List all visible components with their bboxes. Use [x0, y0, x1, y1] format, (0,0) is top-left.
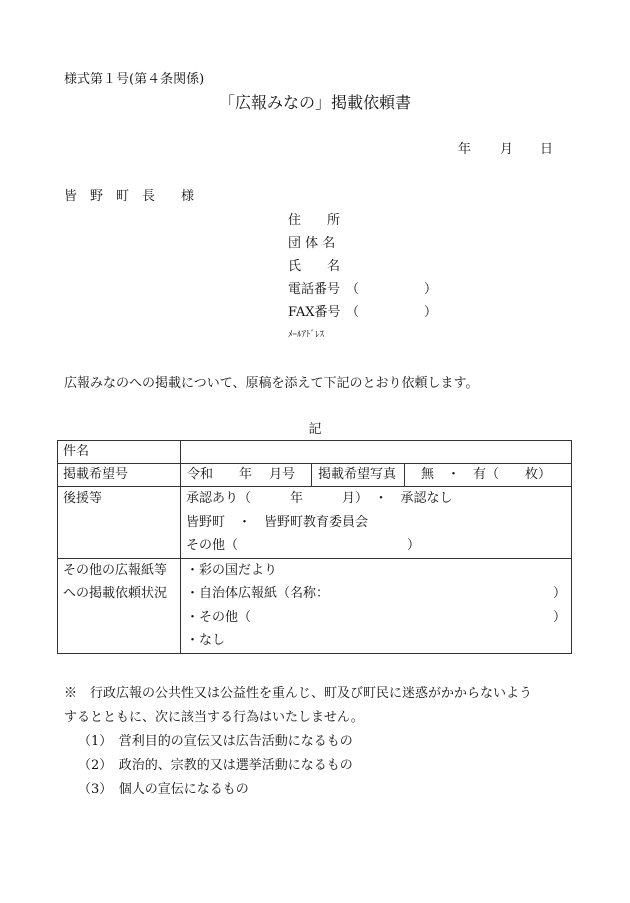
table-row-support: [58, 487, 572, 559]
subject-label: 件名: [58, 441, 181, 464]
support-town-line[interactable]: 皆野町 ・ 皆野町教育委員会: [186, 514, 369, 530]
option-sainokuni[interactable]: ・彩の国だより: [186, 562, 278, 578]
request-intro: 広報みなのへの掲載について、原稿を添えて下記のとおり依頼します。: [64, 376, 479, 391]
notes-item-3: （3） 個人の宣伝になるもの: [78, 782, 249, 797]
sender-name-label: 氏 名: [288, 259, 341, 274]
date-day-label: 日: [540, 142, 554, 157]
sender-name-row: [288, 255, 346, 274]
issue-label: 掲載希望号: [58, 464, 181, 487]
photo-label: 掲載希望写真: [311, 464, 404, 486]
table-row-other-publications: [58, 558, 572, 653]
notes-item-1: （1） 営利目的の宣伝又は広告活動になるもの: [78, 734, 353, 749]
document-title: 「広報みなの」掲載依頼書: [218, 93, 411, 112]
sender-address-label: 住 所: [288, 213, 341, 228]
table-row-subject: [58, 441, 572, 464]
other-publications-label-line2: への掲載依頼状況: [63, 586, 168, 601]
table-row-issue: [58, 464, 572, 487]
other-publications-options: [181, 558, 572, 653]
sender-address-row: [288, 209, 346, 228]
sender-group-row: [288, 232, 346, 251]
option-municipal-paper-text: ・自治体広報紙（名称：: [186, 586, 330, 601]
sender-group-label: 団 体 名: [288, 236, 336, 251]
other-publications-label-line1: その他の広報紙等: [63, 562, 168, 578]
date-year-label: 年: [458, 142, 472, 157]
notes-lead: ※ 行政広報の公共性又は公益性を重んじ、町及び町民に迷惑がかからないよう: [64, 686, 533, 701]
sender-phone-value[interactable]: （ ）: [346, 282, 438, 297]
close-paren: ）: [552, 586, 566, 601]
sender-email-row: [288, 326, 346, 341]
option-other[interactable]: [186, 606, 566, 630]
option-municipal-paper[interactable]: [186, 582, 566, 606]
date-month-label: 月: [500, 142, 514, 157]
support-options: [181, 487, 572, 559]
addressee: 皆 野 町 長 様: [64, 189, 195, 204]
subject-value[interactable]: [181, 441, 572, 464]
notes-lead-cont: するとともに、次に該当する行為はいたしません。: [64, 710, 364, 725]
sender-email-label: ﾒｰﾙｱﾄﾞﾚｽ: [288, 330, 325, 340]
issue-cell: [181, 464, 572, 487]
other-publications-label: [58, 558, 181, 653]
request-table: [57, 440, 572, 654]
sender-phone-row: [288, 278, 437, 297]
option-none[interactable]: ・なし: [186, 633, 226, 648]
support-label: [58, 487, 181, 559]
photo-options[interactable]: 無 ・ 有（ 枚）: [404, 464, 571, 486]
ki-heading: 記: [308, 422, 322, 437]
support-approval-line[interactable]: 承認あり（ 年 月） ・ 承認なし: [186, 491, 453, 506]
notes-item-2: （2） 政治的、宗教的又は選挙活動になるもの: [78, 758, 353, 773]
issue-month-value[interactable]: 令和 年 月号: [187, 467, 296, 482]
form-style-label: 様式第１号(第４条関係): [64, 72, 205, 87]
sender-fax-value[interactable]: （ ）: [346, 305, 438, 320]
sender-phone-label: 電話番号: [288, 282, 341, 297]
sender-fax-label: FAX番号: [288, 305, 341, 320]
close-paren: ）: [552, 609, 566, 625]
option-other-text: ・その他（: [186, 609, 252, 625]
sender-fax-row: [288, 301, 437, 320]
support-other-line[interactable]: その他（ ）: [186, 538, 421, 553]
support-label-text: 後援等: [63, 491, 103, 506]
